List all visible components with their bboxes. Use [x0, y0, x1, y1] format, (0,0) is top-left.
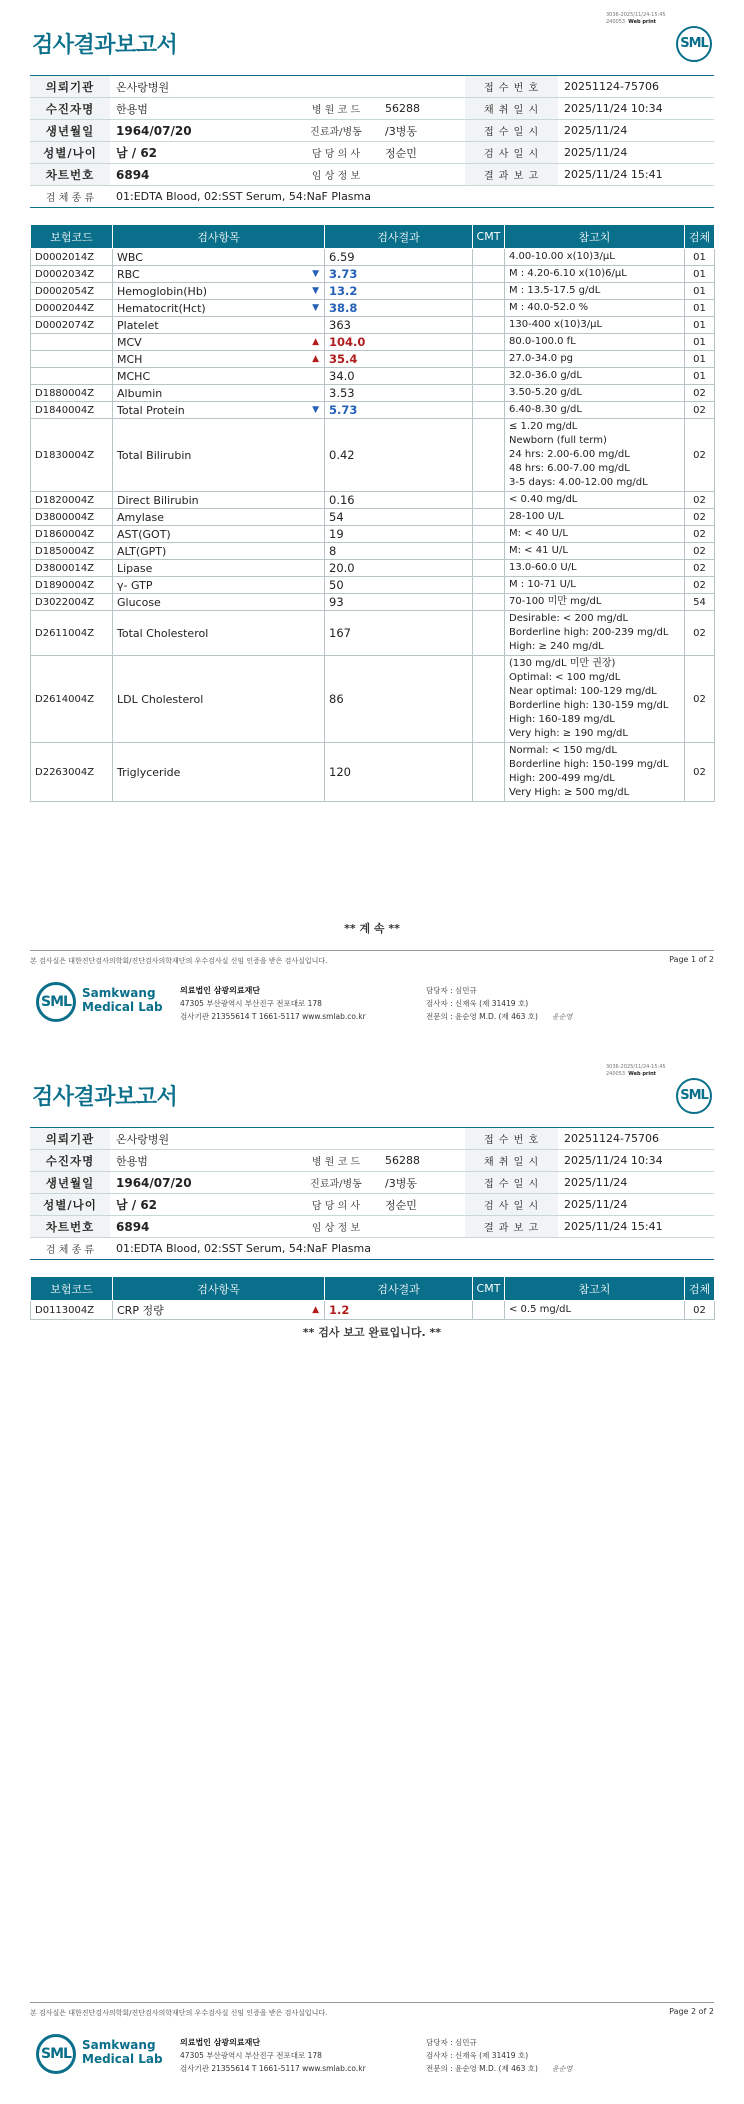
reference-range: [505, 594, 685, 611]
result-row: [31, 249, 715, 266]
comment-cell: [473, 743, 505, 802]
reference-line: M : 40.0-52.0 %: [509, 302, 589, 313]
result-row: [31, 594, 715, 611]
reference-line: ≤ 1.20 mg/dL: [509, 421, 578, 432]
test-item-label: MCHC: [117, 369, 151, 383]
reference-line: High: 160-189 mg/dL: [509, 714, 615, 725]
hospital-code: 56288: [379, 1150, 465, 1172]
result-row: [31, 743, 715, 802]
test-item: [113, 419, 325, 492]
reference-line: 130-400 x(10)3/μL: [509, 319, 603, 330]
comment-cell: [473, 543, 505, 560]
print-meta: 3036-2025/11/24-15:45 240053 Web print: [606, 1064, 666, 1077]
doctor: 정순민: [379, 1194, 465, 1216]
comment-cell: [473, 492, 505, 509]
specimen-code: 02: [685, 543, 715, 560]
report-page-2: [0, 1052, 744, 2104]
patient-info-table: 의뢰기관 온사랑병원 접 수 번 호 20251124-75706 수진자명 한용범 병 원 코 드 56288 채 취 일 시 2025/11/24 10:34 생년월일 1964/07/20 진료과/병동 /3병동 접 수 일 시 2025/11/24 성별/나이 남 / 62 담 당 의 사 정순민 검 사 일 시 2025/11/24 차트번호 6894 임 상 정 보 결 과 보 고 2025/11/24 15:41 검 체 종 류 01:EDTA Blood, 02:SST Serum, 54:NaF Plasma: [30, 75, 714, 208]
result-row: [31, 266, 715, 283]
test-item: [113, 300, 325, 317]
reference-range: [505, 611, 685, 656]
specimen-code: 01: [685, 351, 715, 368]
comment-cell: [473, 402, 505, 419]
reference-line: 48 hrs: 6.00-7.00 mg/dL: [509, 463, 630, 474]
test-item-label: Total Cholesterol: [117, 626, 209, 640]
result-row: [31, 402, 715, 419]
test-result: 38.8: [325, 300, 473, 317]
test-item: [113, 509, 325, 526]
low-flag-icon: ▼: [312, 405, 319, 415]
insurance-code: D0002034Z: [31, 266, 113, 283]
insurance-code: D0002074Z: [31, 317, 113, 334]
test-item: [113, 368, 325, 385]
sex-age: 남 / 62: [110, 142, 293, 164]
reference-range: [505, 419, 685, 492]
test-result: 50: [325, 577, 473, 594]
hospital-name: 온사랑병원: [110, 76, 465, 98]
reference-line: < 0.40 mg/dL: [509, 494, 578, 505]
comment-cell: [473, 249, 505, 266]
test-item-label: Albumin: [117, 386, 163, 400]
sml-lab-logo-icon: SML: [36, 982, 76, 1022]
result-row: [31, 611, 715, 656]
test-result: 13.2: [325, 283, 473, 300]
reference-range: [505, 492, 685, 509]
high-flag-icon: ▲: [312, 337, 319, 347]
specimen-code: 54: [685, 594, 715, 611]
insurance-code: D1820004Z: [31, 492, 113, 509]
collect-date: 2025/11/24 10:34: [558, 1150, 714, 1172]
lab-address: 의료법인 삼광의료재단 47305 부산광역시 부산진구 전포대로 178 검사기관 21355614 T 1661-5117 www.smlab.co.kr: [180, 986, 366, 1021]
page-number: Page 1 of 2: [669, 955, 714, 964]
insurance-code: D3800014Z: [31, 560, 113, 577]
hospital-name: 온사랑병원: [110, 1128, 465, 1150]
result-row: [31, 577, 715, 594]
test-date: 2025/11/24: [558, 142, 714, 164]
reference-line: 70-100 미만 mg/dL: [509, 596, 602, 607]
receive-date: 2025/11/24: [558, 1172, 714, 1194]
result-row: [31, 317, 715, 334]
department: /3병동: [379, 1172, 465, 1194]
test-item-label: Lipase: [117, 561, 153, 575]
reference-line: 6.40-8.30 g/dL: [509, 404, 582, 415]
test-item: [113, 385, 325, 402]
test-item: [113, 266, 325, 283]
specimen-code: 02: [685, 577, 715, 594]
result-row: [31, 368, 715, 385]
reference-line: Optimal: < 100 mg/dL: [509, 672, 621, 683]
collect-date: 2025/11/24 10:34: [558, 98, 714, 120]
test-result: 0.16: [325, 492, 473, 509]
test-item: [113, 743, 325, 802]
specimen-code: 02: [685, 1301, 715, 1320]
specimen-code: 02: [685, 402, 715, 419]
results-table: 보험코드 검사항목 검사결과 CMT 참고치 검체 D0002014Z WBC 6.59 4.00-10.00 x(10)3/μL 01 D0002034Z RBC ▼ 3.73 M : 4.20-6.10 x(10)6/μL 01 D0002054Z Hemoglobin(Hb) ▼ 13.2 M : 13.5-17.5 g/dL 01 D0002044Z Hematocrit(Hct) ▼ 38.8 M : 40.0-52.0 % 01 D0002074Z Platelet 363 130-400 x(10)3/μL 01 MCV ▲ 104.0 80.0-100.0 fL 01 MCH ▲ 35.4 27.0-34.0 pg 01 MCHC 34.0 32.0-36.0 g/dL 01 D1880004Z Albumin 3.53 3.50-5.20 g/dL 02 D1840004Z Total Protein ▼ 5.73 6.40-8.30 g/dL 02 D1830004Z Total Bilirubin 0.42 ≤ 1.20 mg/dL Newborn (full term) 24 hrs: 2.00-6.00 mg/dL 48 hrs: 6.00-7.00 mg/dL 3-5 days: 4.00-12.00 mg/dL 02 D1820004Z Direct Bilirubin 0.16 < 0.40 mg/dL 02 D3800004Z Amylase 54 28-100 U/L 02 D1860004Z AST(GOT) 19 M: < 40 U/L 02 D1850004Z ALT(GPT) 8 M: < 41 U/L 02 D3800014Z Lipase 20.0 13.0-60.0 U/L 02 D1890004Z γ- GTP 50 M : 10-71 U/L 02 D3022004Z Glucose 93 70-100 미만 mg/dL 54 D2611004Z Total Cholesterol 167 Desirable: < 200 mg/dL Borderline high: 200-239 mg/dL High: ≥ 240 mg/dL 02 D2614004Z LDL Cholesterol 86 (130 mg/dL 미만 권장) Optimal: < 100 mg/dL Near optimal: 100-129 mg/dL Borderline high: 130-159 mg/dL High: 160-189 mg/dL Very high: ≥ 190 mg/dL 02 D2263004Z Triglyceride 120 Normal: < 150 mg/dL Borderline high: 150-199 mg/dL High: 200-499 mg/dL Very High: ≥ 500 mg/dL 02: [30, 224, 715, 802]
reference-range: [505, 509, 685, 526]
patient-name: 한용범: [110, 98, 293, 120]
result-row: [31, 1301, 715, 1320]
reference-range: [505, 656, 685, 743]
test-item-label: Platelet: [117, 318, 159, 332]
specimen-code: 01: [685, 249, 715, 266]
reference-range: [505, 560, 685, 577]
result-row: [31, 334, 715, 351]
reference-line: Near optimal: 100-129 mg/dL: [509, 686, 657, 697]
comment-cell: [473, 611, 505, 656]
comment-cell: [473, 334, 505, 351]
page-number: Page 2 of 2: [669, 2007, 714, 2016]
specimen-code: 02: [685, 419, 715, 492]
test-item: [113, 560, 325, 577]
reference-line: < 0.5 mg/dL: [509, 1304, 572, 1315]
result-row: [31, 283, 715, 300]
print-meta: 3036-2025/11/24-15:45 240053 Web print: [606, 12, 666, 25]
result-row: [31, 560, 715, 577]
insurance-code: D3800004Z: [31, 509, 113, 526]
test-item-label: Glucose: [117, 595, 161, 609]
sex-age: 남 / 62: [110, 1194, 293, 1216]
insurance-code: D1890004Z: [31, 577, 113, 594]
test-item: [113, 402, 325, 419]
insurance-code: [31, 334, 113, 351]
test-item: [113, 656, 325, 743]
reference-line: M : 4.20-6.10 x(10)6/μL: [509, 268, 627, 279]
reference-range: [505, 543, 685, 560]
department: /3병동: [379, 120, 465, 142]
reference-range: [505, 300, 685, 317]
reference-range: [505, 743, 685, 802]
insurance-code: D1850004Z: [31, 543, 113, 560]
test-result: 35.4: [325, 351, 473, 368]
test-item: [113, 543, 325, 560]
test-result: 120: [325, 743, 473, 802]
reference-line: Newborn (full term): [509, 435, 607, 446]
test-result: 0.42: [325, 419, 473, 492]
test-item: [113, 249, 325, 266]
report-date: 2025/11/24 15:41: [558, 164, 714, 186]
receive-date: 2025/11/24: [558, 120, 714, 142]
insurance-code: [31, 351, 113, 368]
specimen-code: 02: [685, 560, 715, 577]
specimen-code: 02: [685, 743, 715, 802]
comment-cell: [473, 266, 505, 283]
doctor: 정순민: [379, 142, 465, 164]
continue-note: ** 계 속 **: [344, 922, 400, 935]
result-row: [31, 509, 715, 526]
comment-cell: [473, 656, 505, 743]
report-date: 2025/11/24 15:41: [558, 1216, 714, 1238]
signature: 윤순영: [551, 2065, 573, 2073]
reference-line: Very high: ≥ 190 mg/dL: [509, 728, 628, 739]
date-of-birth: 1964/07/20: [110, 120, 293, 142]
reference-line: 32.0-36.0 g/dL: [509, 370, 582, 381]
test-item-label: Direct Bilirubin: [117, 493, 199, 507]
patient-info-table: 의뢰기관 온사랑병원 접 수 번 호 20251124-75706 수진자명 한용범 병 원 코 드 56288 채 취 일 시 2025/11/24 10:34 생년월일 1964/07/20 진료과/병동 /3병동 접 수 일 시 2025/11/24 성별/나이 남 / 62 담 당 의 사 정순민 검 사 일 시 2025/11/24 차트번호 6894 임 상 정 보 결 과 보 고 2025/11/24 15:41 검 체 종 류 01:EDTA Blood, 02:SST Serum, 54:NaF Plasma: [30, 1127, 714, 1260]
test-item-label: Amylase: [117, 510, 165, 524]
reference-line: 4.00-10.00 x(10)3/μL: [509, 251, 615, 262]
test-result: 1.2: [325, 1301, 473, 1320]
receipt-number: 20251124-75706: [558, 1128, 714, 1150]
patient-name: 한용범: [110, 1150, 293, 1172]
comment-cell: [473, 368, 505, 385]
reference-line: Borderline high: 150-199 mg/dL: [509, 759, 669, 770]
result-row: [31, 385, 715, 402]
comment-cell: [473, 419, 505, 492]
insurance-code: D1860004Z: [31, 526, 113, 543]
comment-cell: [473, 1301, 505, 1320]
hospital-code: 56288: [379, 98, 465, 120]
reference-range: [505, 577, 685, 594]
specimen-code: 01: [685, 334, 715, 351]
specimen-code: 01: [685, 300, 715, 317]
low-flag-icon: ▼: [312, 286, 319, 296]
specimen-code: 02: [685, 509, 715, 526]
insurance-code: D0002014Z: [31, 249, 113, 266]
insurance-code: D2614004Z: [31, 656, 113, 743]
report-title: 검사결과보고서: [32, 33, 178, 58]
test-result: 5.73: [325, 402, 473, 419]
reference-range: [505, 402, 685, 419]
test-item: [113, 1301, 325, 1320]
reference-line: M : 10-71 U/L: [509, 579, 576, 590]
test-item-label: MCV: [117, 335, 142, 349]
test-result: 104.0: [325, 334, 473, 351]
lab-address: 의료법인 삼광의료재단 47305 부산광역시 부산진구 전포대로 178 검사기관 21355614 T 1661-5117 www.smlab.co.kr: [180, 2038, 366, 2073]
reference-range: [505, 266, 685, 283]
reference-line: Borderline high: 200-239 mg/dL: [509, 627, 669, 638]
reference-range: [505, 526, 685, 543]
reference-line: Very High: ≥ 500 mg/dL: [509, 787, 630, 798]
specimen-code: 01: [685, 317, 715, 334]
reference-line: M: < 41 U/L: [509, 545, 568, 556]
reference-range: [505, 317, 685, 334]
insurance-code: [31, 368, 113, 385]
report-title: 검사결과보고서: [32, 1085, 178, 1110]
insurance-code: D1880004Z: [31, 385, 113, 402]
reference-range: [505, 283, 685, 300]
reference-line: M : 13.5-17.5 g/dL: [509, 285, 601, 296]
test-item-label: ALT(GPT): [117, 544, 167, 558]
test-item-label: RBC: [117, 267, 140, 281]
insurance-code: D0002044Z: [31, 300, 113, 317]
test-result: 19: [325, 526, 473, 543]
reference-range: [505, 249, 685, 266]
comment-cell: [473, 385, 505, 402]
test-result: 20.0: [325, 560, 473, 577]
test-date: 2025/11/24: [558, 1194, 714, 1216]
result-row: [31, 300, 715, 317]
comment-cell: [473, 577, 505, 594]
reference-line: 27.0-34.0 pg: [509, 353, 574, 364]
test-result: 6.59: [325, 249, 473, 266]
reference-line: 13.0-60.0 U/L: [509, 562, 577, 573]
lab-staff: 담당자 : 심민규 검사자 : 신재욱 (제 31419 호) 전문의 : 윤순영 M.D. (제 463 호) 윤순영: [426, 2036, 572, 2076]
footer-page-1: 본 검사실은 대한진단검사의학회/진단검사의학재단의 우수검사실 신임 인증을 받은 검사실입니다. Page 1 of 2 SML Samkwang Medical Lab 의료법인 삼광의료재단 47305 부산광역시 부산진구 전포대로 178 검사기관 21355614 T 1661-5117 www.smlab.co.kr 담당자 : 심민규 검사자 : 신재욱 (제 31419 호) 전문의 : 윤순영 M.D. (제 463 호) 윤순영: [30, 950, 714, 951]
specimen-code: 01: [685, 283, 715, 300]
signature: 윤순영: [551, 1013, 573, 1021]
receipt-number: 20251124-75706: [558, 76, 714, 98]
high-flag-icon: ▲: [312, 354, 319, 364]
result-row: [31, 543, 715, 560]
lab-name: Samkwang Medical Lab: [82, 986, 163, 1014]
insurance-code: D3022004Z: [31, 594, 113, 611]
reference-range: [505, 368, 685, 385]
lab-name: Samkwang Medical Lab: [82, 2038, 163, 2066]
specimen-code: 02: [685, 656, 715, 743]
test-item: [113, 594, 325, 611]
test-item-label: AST(GOT): [117, 527, 171, 541]
test-item-label: γ- GTP: [117, 578, 153, 592]
specimen-types: 01:EDTA Blood, 02:SST Serum, 54:NaF Plasma: [110, 186, 714, 208]
chart-number: 6894: [110, 1216, 293, 1238]
insurance-code: D0002054Z: [31, 283, 113, 300]
test-item: [113, 334, 325, 351]
test-result: 3.53: [325, 385, 473, 402]
comment-cell: [473, 283, 505, 300]
reference-line: 3.50-5.20 g/dL: [509, 387, 582, 398]
specimen-code: 02: [685, 611, 715, 656]
insurance-code: D2611004Z: [31, 611, 113, 656]
result-row: [31, 351, 715, 368]
sml-logo-icon: SML: [676, 26, 712, 62]
test-result: 34.0: [325, 368, 473, 385]
test-item: [113, 577, 325, 594]
lab-staff: 담당자 : 심민규 검사자 : 신재욱 (제 31419 호) 전문의 : 윤순영 M.D. (제 463 호) 윤순영: [426, 984, 572, 1024]
comment-cell: [473, 560, 505, 577]
reference-range: [505, 334, 685, 351]
comment-cell: [473, 526, 505, 543]
test-result: 93: [325, 594, 473, 611]
test-result: 363: [325, 317, 473, 334]
insurance-code: D1830004Z: [31, 419, 113, 492]
insurance-code: D0113004Z: [31, 1301, 113, 1320]
results-table: 보험코드 검사항목 검사결과 CMT 참고치 검체 D0113004Z CRP 정량 ▲ 1.2 < 0.5 mg/dL 02: [30, 1276, 715, 1320]
comment-cell: [473, 594, 505, 611]
result-row: [31, 656, 715, 743]
reference-line: High: ≥ 240 mg/dL: [509, 641, 604, 652]
insurance-code: D2263004Z: [31, 743, 113, 802]
test-item-label: Hematocrit(Hct): [117, 301, 206, 315]
reference-line: Borderline high: 130-159 mg/dL: [509, 700, 669, 711]
test-item: [113, 351, 325, 368]
reference-line: 28-100 U/L: [509, 511, 564, 522]
reference-line: High: 200-499 mg/dL: [509, 773, 615, 784]
comment-cell: [473, 300, 505, 317]
clinical-info: [379, 164, 465, 186]
test-item-label: Triglyceride: [117, 765, 181, 779]
test-item-label: Total Protein: [117, 403, 185, 417]
specimen-code: 02: [685, 526, 715, 543]
test-item-label: LDL Cholesterol: [117, 692, 204, 706]
reference-line: Desirable: < 200 mg/dL: [509, 613, 629, 624]
high-flag-icon: ▲: [312, 1305, 319, 1315]
comment-cell: [473, 351, 505, 368]
low-flag-icon: ▼: [312, 269, 319, 279]
test-item: [113, 611, 325, 656]
test-item: [113, 283, 325, 300]
test-item-label: Total Bilirubin: [117, 448, 192, 462]
test-result: 3.73: [325, 266, 473, 283]
specimen-types: 01:EDTA Blood, 02:SST Serum, 54:NaF Plasma: [110, 1238, 714, 1260]
sml-logo-icon: SML: [676, 1078, 712, 1114]
test-result: 54: [325, 509, 473, 526]
complete-note: ** 검사 보고 완료입니다. **: [302, 1326, 442, 1339]
result-row: [31, 492, 715, 509]
test-result: 8: [325, 543, 473, 560]
reference-line: (130 mg/dL 미만 권장): [509, 658, 616, 669]
test-item-label: WBC: [117, 250, 143, 264]
specimen-code: 01: [685, 368, 715, 385]
insurance-code: D1840004Z: [31, 402, 113, 419]
comment-cell: [473, 509, 505, 526]
test-item-label: MCH: [117, 352, 143, 366]
reference-line: 24 hrs: 2.00-6.00 mg/dL: [509, 449, 630, 460]
chart-number: 6894: [110, 164, 293, 186]
specimen-code: 02: [685, 385, 715, 402]
reference-range: [505, 1301, 685, 1320]
reference-line: M: < 40 U/L: [509, 528, 568, 539]
result-row: [31, 526, 715, 543]
test-item-label: CRP 정량: [117, 1304, 164, 1317]
reference-line: 3-5 days: 4.00-12.00 mg/dL: [509, 477, 648, 488]
sml-lab-logo-icon: SML: [36, 2034, 76, 2074]
reference-line: Normal: < 150 mg/dL: [509, 745, 617, 756]
reference-range: [505, 385, 685, 402]
reference-range: [505, 351, 685, 368]
date-of-birth: 1964/07/20: [110, 1172, 293, 1194]
specimen-code: 01: [685, 266, 715, 283]
test-result: 86: [325, 656, 473, 743]
clinical-info: [379, 1216, 465, 1238]
footer-page-2: 본 검사실은 대한진단검사의학회/진단검사의학재단의 우수검사실 신임 인증을 받은 검사실입니다. Page 2 of 2 SML Samkwang Medical Lab 의료법인 삼광의료재단 47305 부산광역시 부산진구 전포대로 178 검사기관 21355614 T 1661-5117 www.smlab.co.kr 담당자 : 심민규 검사자 : 신재욱 (제 31419 호) 전문의 : 윤순영 M.D. (제 463 호) 윤순영: [30, 2002, 714, 2003]
test-item: [113, 526, 325, 543]
reference-line: 80.0-100.0 fL: [509, 336, 576, 347]
test-item: [113, 317, 325, 334]
comment-cell: [473, 317, 505, 334]
low-flag-icon: ▼: [312, 303, 319, 313]
test-item-label: Hemoglobin(Hb): [117, 284, 208, 298]
result-row: [31, 419, 715, 492]
test-result: 167: [325, 611, 473, 656]
specimen-code: 02: [685, 492, 715, 509]
test-item: [113, 492, 325, 509]
